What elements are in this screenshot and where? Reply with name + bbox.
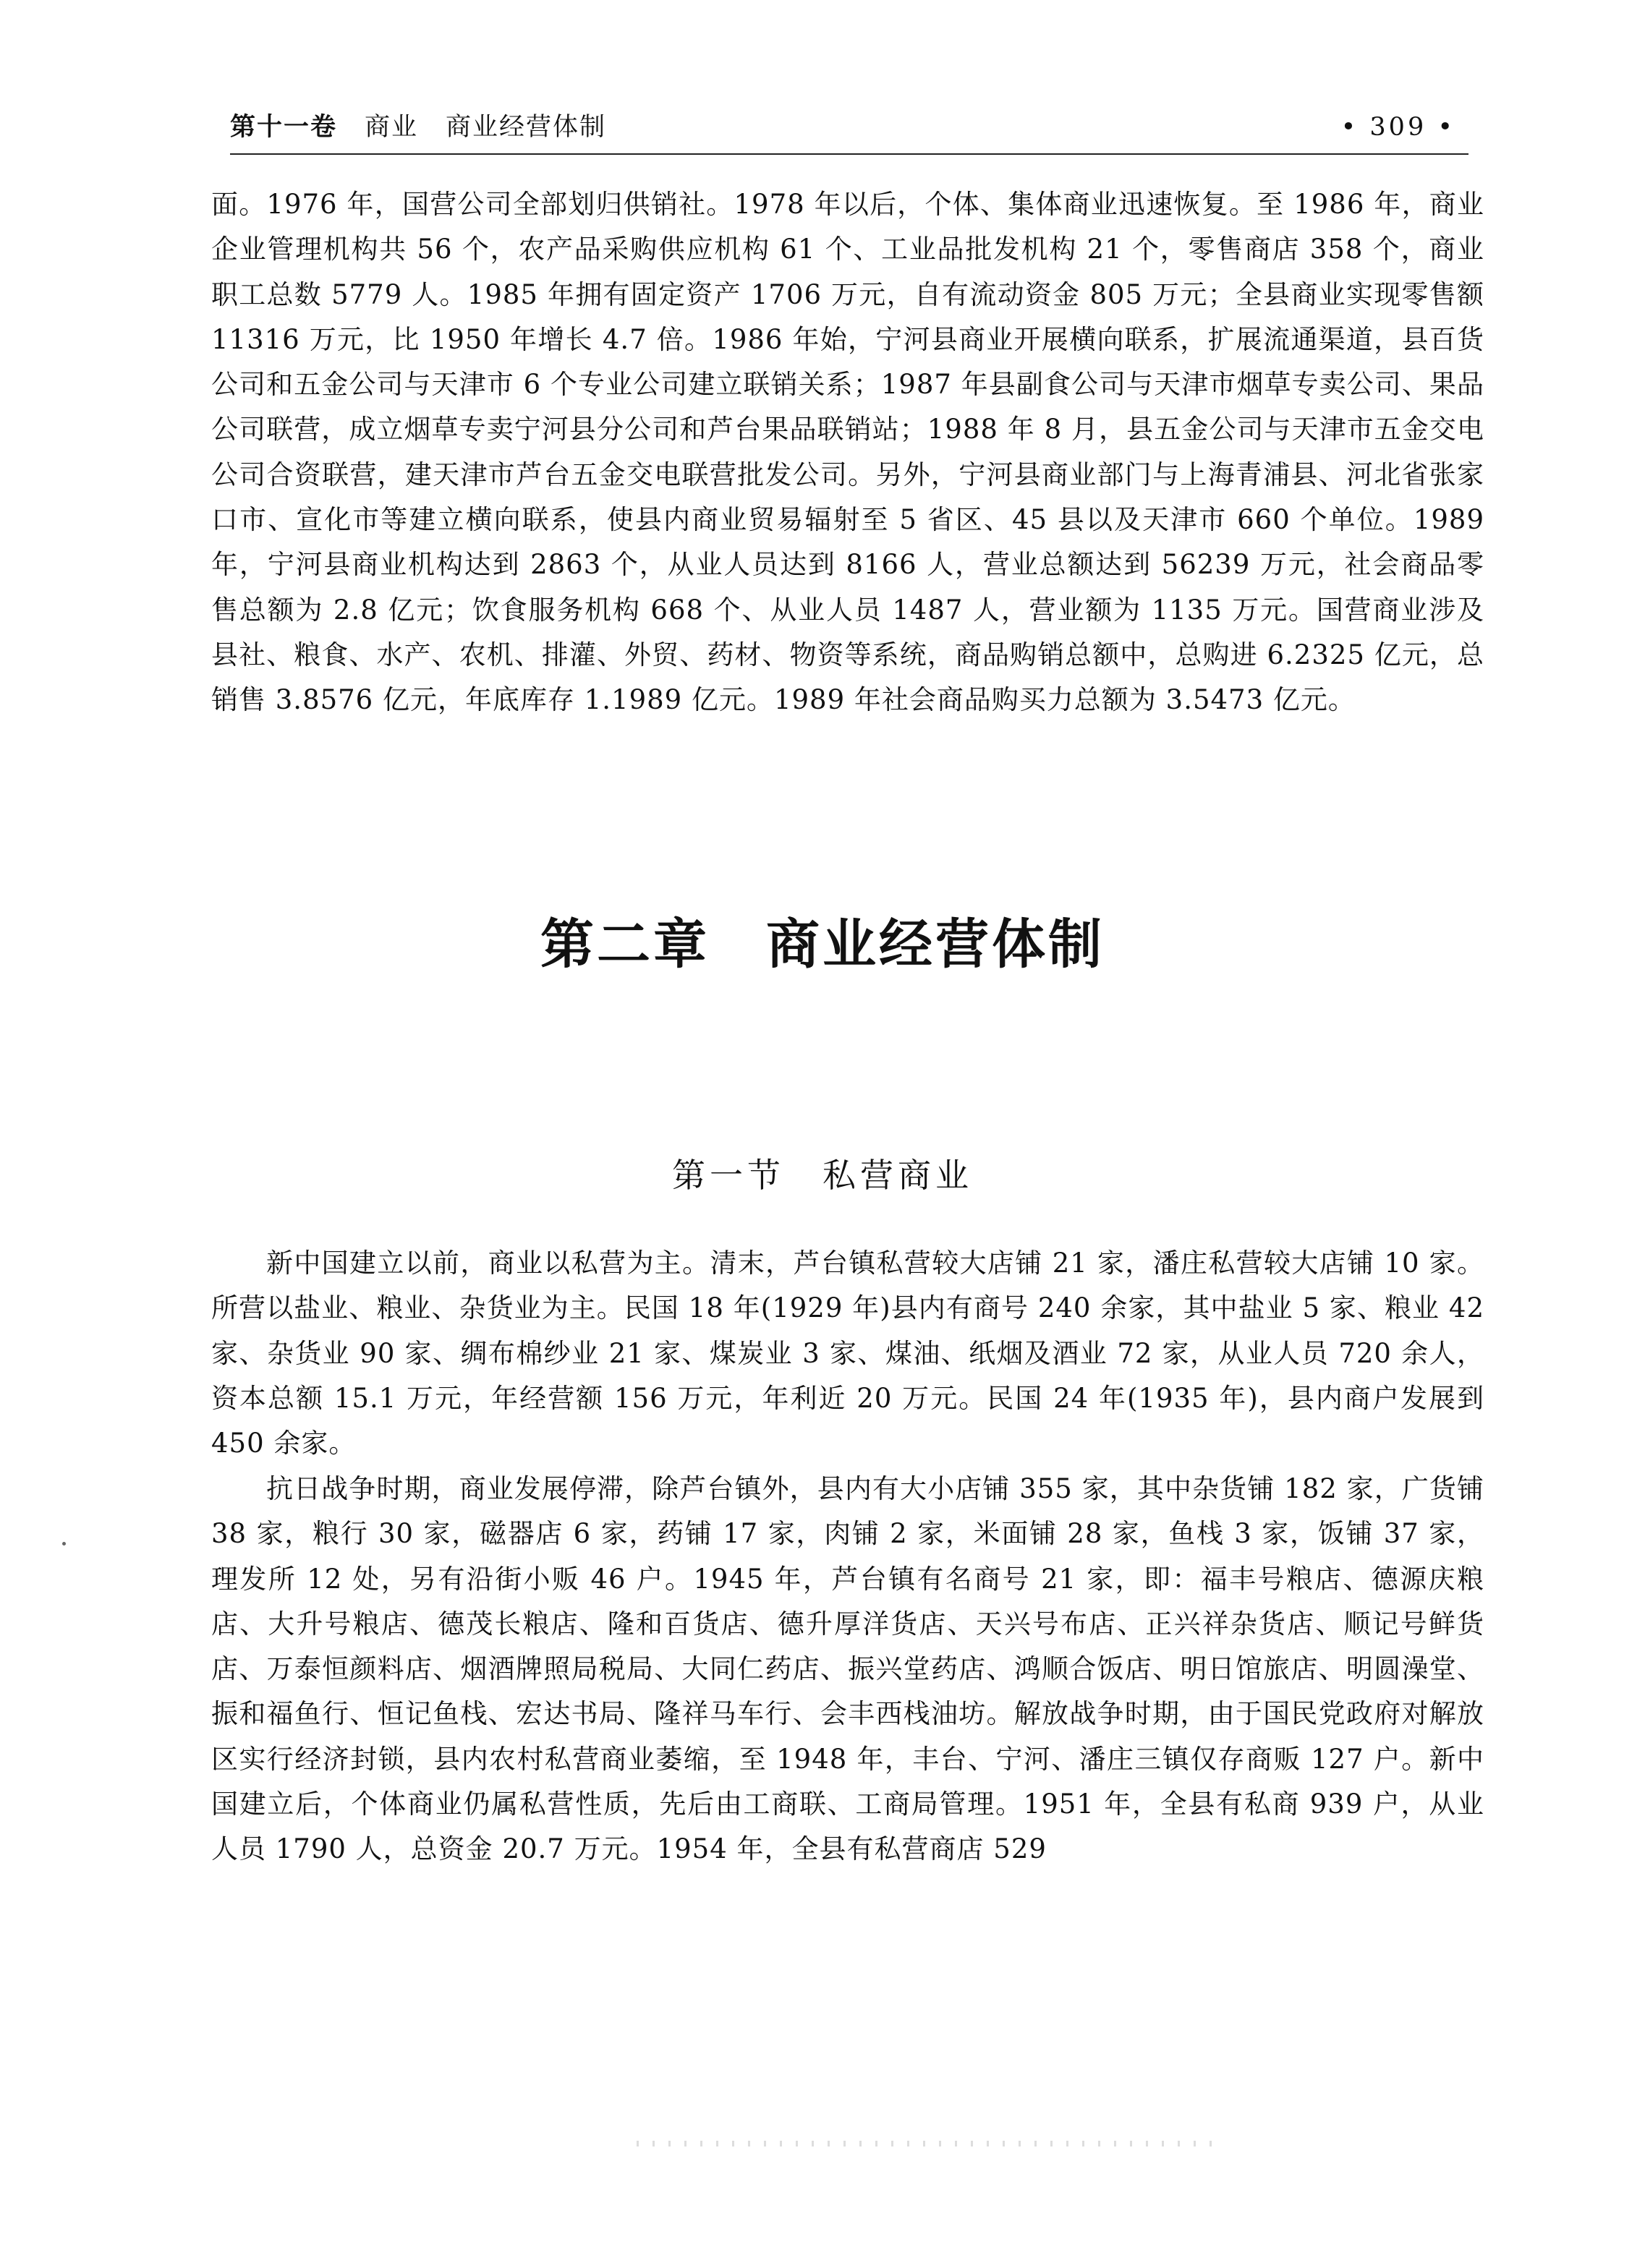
page-number: • 309 •: [1340, 113, 1455, 142]
running-header: [230, 106, 1468, 149]
section-title: 第一节 私营商业: [672, 1156, 973, 1195]
header-divider: [230, 153, 1468, 155]
body-paragraph-1: 面。1976 年，国营公司全部划归供销社。1978 年以后，个体、集体商业迅速恢复。至 1986 年，商业企业管理机构共 56 个，农产品采购供应机构 61 个、工业品批发机构 21 个，零售商店 358 个，商业职工总数 5779 人。1985 年拥有固定资产 1706 万元，自有流动资金 805 万元；全县商业实现零售额 11316 万元，比 1950 年增长 4.7 倍。1986 年始，宁河县商业开展横向联系，扩展流通渠道，县百货公司和五金公司与天津市 6 个专业公司建立联销关系；1987 年县副食公司与天津市烟草专卖公司、果品公司联营，成立烟草专卖宁河县分公司和芦台果品联销站；1988 年 8 月，县五金公司与天津市五金交电公司合资联营，建天津市芦台五金交电联营批发公司。另外，宁河县商业部门与上海青浦县、河北省张家口市、宣化市等建立横向联系，使县内商业贸易辐射至 5 省区、45 县以及天津市 660 个单位。1989 年，宁河县商业机构达到 2863 个，从业人员达到 8166 人，营业总额达到 56239 万元，社会商品零售总额为 2.8 亿元；饮食服务机构 668 个、从业人员 1487 人，营业额为 1135 万元。国营商业涉及县社、粮食、水产、农机、排灌、外贸、药材、物资等系统，商品购销总额中，总购进 6.2325 亿元，总销售 3.8576 亿元，年底库存 1.1989 亿元。1989 年社会商品购买力总额为 3.5473 亿元。: [211, 189, 1484, 716]
body-paragraph-2: 新中国建立以前，商业以私营为主。清末，芦台镇私营较大店铺 21 家，潘庄私营较大店铺 10 家。所营以盐业、粮业、杂货业为主。民国 18 年(1929 年)县内有商号 240 余家，其中盐业 5 家、粮业 42 家、杂货业 90 家、绸布棉纱业 21 家、煤炭业 3 家、煤油、纸烟及酒业 72 家，从业人员 720 余人，资本总额 15.1 万元，年经营额 156 万元，年利近 20 万元。民国 24 年(1935 年)，县内商户发展到 450 余家。: [211, 1248, 1484, 1459]
body-paragraph-3: 抗日战争时期，商业发展停滞，除芦台镇外，县内有大小店铺 355 家，其中杂货铺 182 家，广货铺 38 家，粮行 30 家，磁器店 6 家，药铺 17 家，肉铺 2 家，米面铺 28 家，鱼栈 3 家，饭铺 37 家，理发所 12 处，另有沿街小贩 46 户。1945 年，芦台镇有名商号 21 家，即：福丰号粮店、德源庆粮店、大升号粮店、德茂长粮店、隆和百货店、德升厚洋货店、天兴号布店、正兴祥杂货店、顺记号鲜货店、万泰恒颜料店、烟酒牌照局税局、大同仁药店、振兴堂药店、鸿顺合饭店、明日馆旅店、明圆澡堂、振和福鱼行、恒记鱼栈、宏达书局、隆祥马车行、会丰西栈油坊。解放战争时期，由于国民党政府对解放区实行经济封锁，县内农村私营商业萎缩，至 1948 年，丰台、宁河、潘庄三镇仅存商贩 127 户。新中国建立后，个体商业仍属私营性质，先后由工商联、工商局管理。1951 年，全县有私商 939 户，从业人员 1790 人，总资金 20.7 万元。1954 年，全县有私营商店 529: [211, 1473, 1484, 1865]
header-volume: 第十一卷: [230, 113, 338, 142]
chapter-title: 第二章 商业经营体制: [540, 913, 1105, 976]
scan-noise-line: [637, 2141, 1215, 2146]
header-topic: 商业: [365, 113, 419, 142]
scan-speck: [62, 1542, 66, 1546]
header-subtopic: 商业经营体制: [446, 113, 607, 142]
